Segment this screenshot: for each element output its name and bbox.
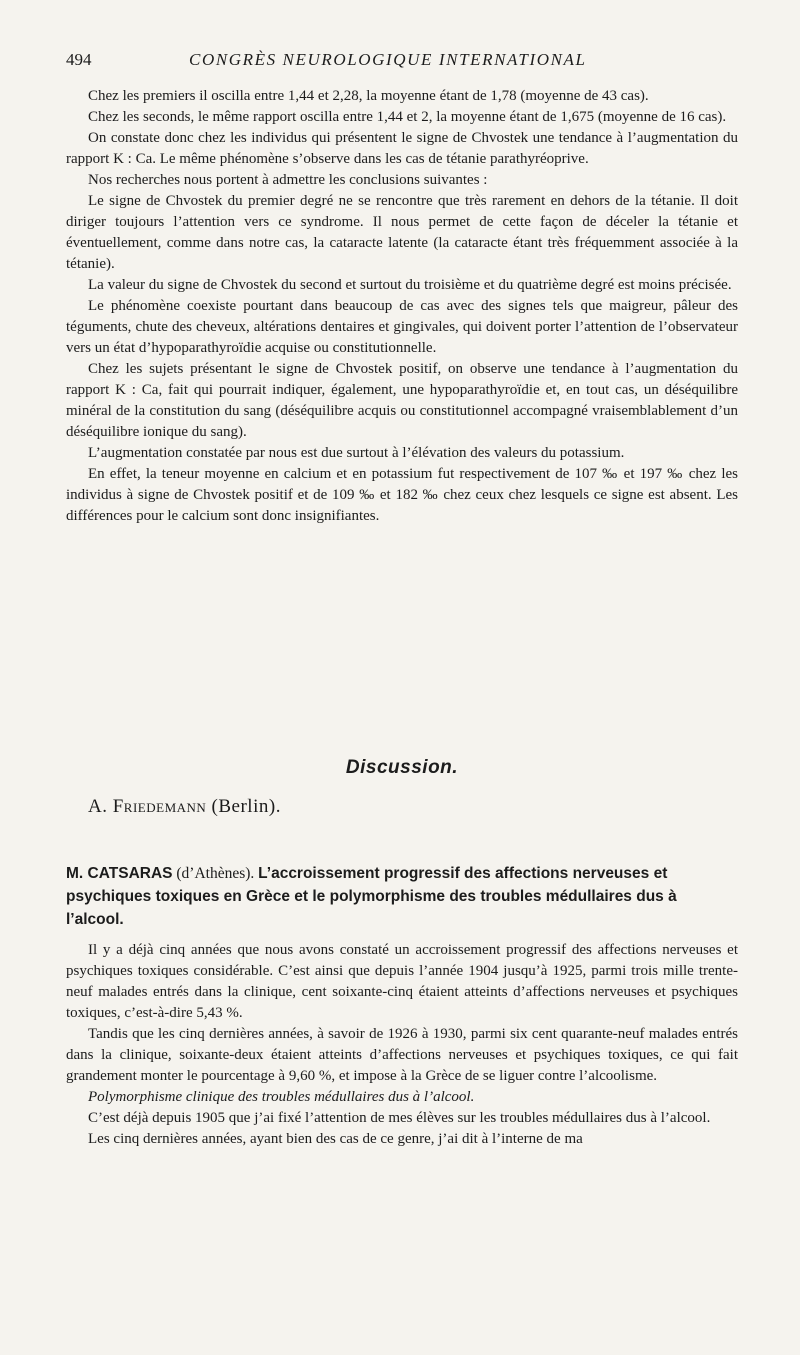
bottom-text-block xyxy=(66,940,738,1150)
top-text-block xyxy=(66,86,738,527)
paragraph: C’est déjà depuis 1905 que j’ai fixé l’attention de mes élèves sur les troubles médullaires dus à l’alcool. xyxy=(88,1110,711,1126)
paragraph: La valeur du signe de Chvostek du second et surtout du troisième et du quatrième degré est moins précisée. xyxy=(88,277,732,293)
paragraph: Chez les premiers il oscilla entre 1,44 et 2,28, la moyenne étant de 1,78 (moyenne de 43 cas). xyxy=(88,88,649,104)
paragraph: Les cinq dernières années, ayant bien des cas de ce genre, j’ai dit à l’interne de ma xyxy=(88,1131,583,1147)
paragraph: On constate donc chez les individus qui présentent le signe de Chvostek une tendance à l’augmentation du rapport K : Ca. Le même phénomène s’observe dans les cas de tétanie parathyréoprive. xyxy=(66,130,738,167)
discussant-city: (Berlin). xyxy=(211,796,281,817)
page-header xyxy=(66,50,746,80)
paragraph: L’augmentation constatée par nous est due surtout à l’élévation des valeurs du potassium. xyxy=(88,445,625,461)
paragraph: Il y a déjà cinq années que nous avons constaté un accroissement progressif des affections nerveuses et psychiques toxiques considérable. C’est ainsi que depuis l’année 1904 jusqu’à 1925, parmi trois mille trente-neuf malades entrés dans la clinique, cent soixante-cinq étaient atteints d’affections nerveuses et psychiques toxiques, c’est-à-dire 5,43 %. xyxy=(66,942,738,1021)
paragraph: En effet, la teneur moyenne en calcium et en potassium fut respectivement de 107 ‰ et 197 ‰ chez les individus à signe de Chvostek positif et de 109 ‰ et 182 ‰ chez ceux chez lesquels ce signe est absent. Les différences pour le calcium sont donc insignifiantes. xyxy=(66,466,738,524)
paragraph: Chez les seconds, le même rapport oscilla entre 1,44 et 2, la moyenne étant de 1,675 (moyenne de 16 cas). xyxy=(88,109,727,125)
speaker-origin: (d’Athènes). xyxy=(176,865,255,882)
subheading: Polymorphisme clinique des troubles médullaires dus à l’alcool. xyxy=(88,1089,475,1105)
discussion-heading: Discussion. xyxy=(345,757,459,778)
page-number: 494 xyxy=(66,50,92,69)
paragraph: Tandis que les cinq dernières années, à savoir de 1926 à 1930, parmi six cent quarante-neuf malades entrés dans la clinique, soixante-deux étaient atteints d’affections nerveuses et psychiques toxiques, ce qui fait grandement monter le pourcentage à 9,60 %, et impose à la Grèce de se liguer contre l’alcoolisme. xyxy=(66,1026,738,1084)
paragraph: Chez les sujets présentant le signe de Chvostek positif, on observe une tendance à l’augmentation du rapport K : Ca, fait qui pourrait indiquer, également, une hypoparathyroïdie et, en tout cas, un déséquilibre minéral de la constitution du sang (déséquilibre acquis ou constitutionnel accompagné vraisemblablement d’un déséquilibre ionique du sang). xyxy=(66,361,738,440)
communication-heading xyxy=(66,862,738,931)
discussant-name: Friedemann xyxy=(112,796,207,817)
communication-title: L’accroissement progressif des affections nerveuses et psychiques toxiques en Grèce et le polymorphisme des troubles médullaires dus à l’alcool. xyxy=(66,865,677,928)
speaker-name: M. CATSARAS xyxy=(66,865,173,882)
discussant-line xyxy=(88,796,281,818)
paragraph: Le signe de Chvostek du premier degré ne se rencontre que très rarement en dehors de la tétanie. Il doit diriger toujours l’attention vers ce syndrome. Il nous permet de cette façon de déceler la tétanie et éventuellement, comme dans notre cas, la cataracte latente (la cataracte étant très fréquemment associée à la tétanie). xyxy=(66,193,738,272)
running-title: CONGRÈS NEUROLOGIQUE INTERNATIONAL xyxy=(189,50,587,69)
discussant-initial: A. xyxy=(88,796,108,817)
paragraph: Nos recherches nous portent à admettre les conclusions suivantes : xyxy=(88,172,488,188)
paragraph: Le phénomène coexiste pourtant dans beaucoup de cas avec des signes tels que maigreur, pâleur des téguments, chute des cheveux, altérations dentaires et gingivales, qui doivent porter l’attention de l’observateur vers un état d’hypoparathyroïdie acquise ou constitutionnelle. xyxy=(66,298,738,356)
